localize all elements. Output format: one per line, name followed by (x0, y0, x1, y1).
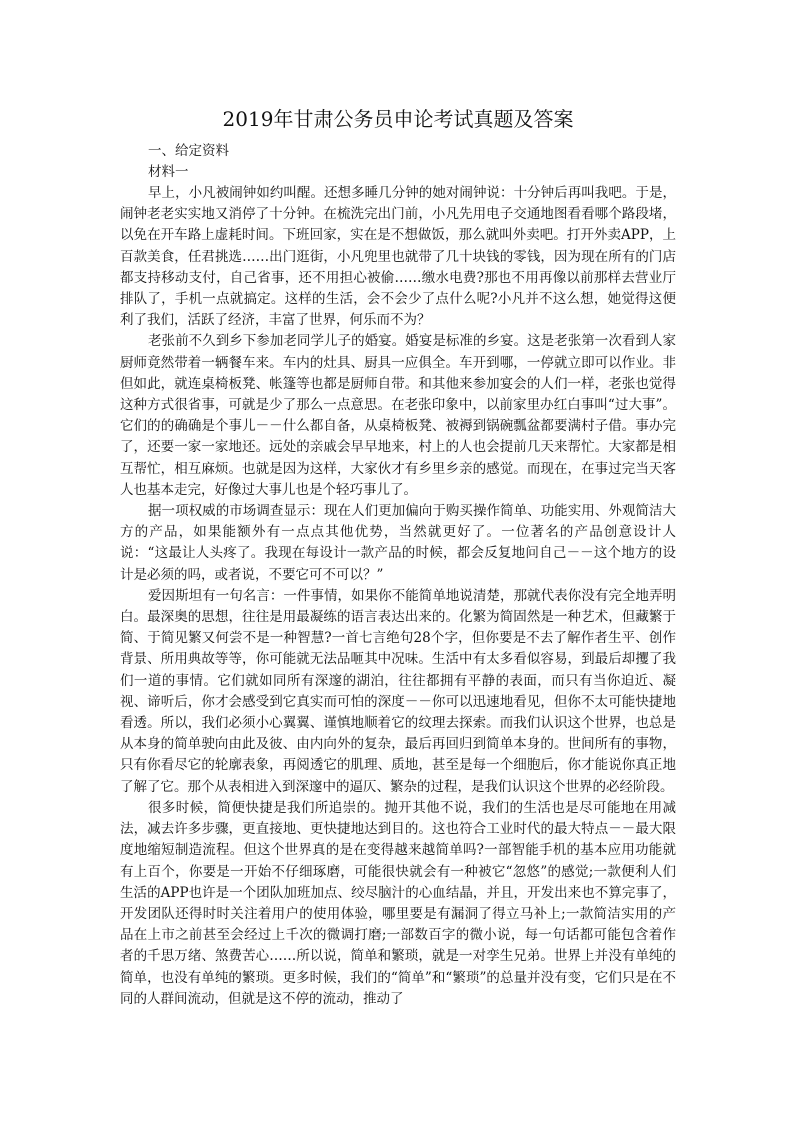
material-label: 材料一 (148, 164, 189, 180)
paragraph-3: 据一项权威的市场调查显示：现在人们更加偏向于购买操作简单、功能实用、外观简洁大方的产品，如果能额外有一点点其他优势，当然就更好了。一位著名的产品创意设计人说：“这最让人头疼了。我现在每设计一款产品的时候，都会反复地问自己－－这个地方的设计是必须的吗，或者说，不要它可不可以？” (120, 503, 676, 583)
section-heading: 一、给定资料 (148, 143, 229, 159)
paragraph-4: 爱因斯坦有一句名言：一件事情，如果你不能简单地说清楚，那就代表你没有完全地弄明白。最深奥的思想，往往是用最凝练的语言表达出来的。化繁为简固然是一种艺术，但藏繁于简、于简见繁又何尝不是一种智慧?一首七言绝句28个字，但你要是不去了解作者生平、创作背景、所用典故等等，你可能就无法品咂其中况味。生活中有太多看似容易，到最后却攫了我们一道的事情。它们就如同所有深邃的湖泊，往往都拥有平静的表面，而只有当你迫近、凝视、谛听后，你才会感受到它真实而可怕的深度－－你可以迅速地看见，但你不太可能快捷地看透。所以，我们必须小心翼翼、谨慎地顺着它的纹理去探索。而我们认识这个世界，也总是从本身的简单驶向由此及彼、由内向外的复杂，最后再回归到简单本身的。世间所有的事物，只有你看尽它的轮廓表象，再阅透它的肌理、质地，甚至是每一个细胞后，你才能说你真正地了解了它。那个从表相进入到深邃中的逼仄、繁杂的过程，是我们认识这个世界的必经阶段。 (120, 587, 676, 795)
paragraph-2: 老张前不久到乡下参加老同学儿子的婚宴。婚宴是标准的乡宴。这是老张第一次看到人家厨师竟然带着一辆餐车来。车内的灶具、厨具一应俱全。车开到哪，一停就立即可以作业。非但如此，就连桌椅板凳、帐篷等也都是厨师自带。和其他来参加宴会的人们一样，老张也觉得这种方式很省事，可就是少了那么一点意思。在老张印象中，以前家里办红白事叫“过大事”。它们的的确确是个事儿－－什么都自备，从桌椅板凳、被褥到锅碗瓢盆都要满村子借。事办完了，还要一家一家地还。远处的亲戚会早早地来，村上的人也会提前几天来帮忙。大家都是相互帮忙，相互麻烦。也就是因为这样，大家伙才有乡里乡亲的感觉。而现在，在事过完当天客人也基本走完，好像过大事儿也是个轻巧事儿了。 (120, 333, 676, 498)
paragraph-5: 很多时候，简便快捷是我们所追崇的。抛开其他不说，我们的生活也是尽可能地在用减法，减去许多步骤，更直接地、更快捷地达到目的。这也符合工业时代的最大特点－－最大限度地缩短制造流程。但这个世界真的是在变得越来越简单吗?一部智能手机的基本应用功能就有上百个，你要是一开始不仔细琢磨，可能很快就会有一种被它“忽悠”的感觉;一款便利人们生活的APP也许是一个团队加班加点、绞尽脑汁的心血结晶，并且，开发出来也不算完事了，开发团队还得时时关注着用户的使用体验，哪里要是有漏洞了得立马补上;一款简洁实用的产品在上市之前甚至会经过上千次的微调打磨;一部数百字的微小说，每一句话都可能包含着作者的千思万绪、煞费苦心……所以说，简单和繁琐，就是一对孪生兄弟。世界上并没有单纯的简单，也没有单纯的繁琐。更多时候，我们的“简单”和“繁琐”的总量并没有变，它们只是在不同的人群间流动，但就是这不停的流动，推动了 (120, 799, 676, 1007)
document-body (120, 104, 676, 1010)
paragraph-1: 早上，小凡被闹钟如约叫醒。还想多睡几分钟的她对闹钟说：十分钟后再叫我吧。于是，闹钟老老实实地又消停了十分钟。在梳洗完出门前，小凡先用电子交通地图看看哪个路段堵，以免在开车路上虚耗时间。下班回家，实在是不想做饭，那么就叫外卖吧。打开外卖APP，上百款美食，任君挑选……出门逛街，小凡兜里也就带了几十块钱的零钱，因为现在所有的门店都支持移动支付，自己省事，还不用担心被偷……缴水电费?那也不用再像以前那样去营业厅排队了，手机一点就搞定。这样的生活，会不会少了点什么呢?小凡并不这么想，她觉得这便利了我们，活跃了经济，丰富了世界，何乐而不为？ (120, 185, 676, 329)
document-title: 2019年甘肃公务员申论考试真题及答案 (222, 107, 574, 131)
